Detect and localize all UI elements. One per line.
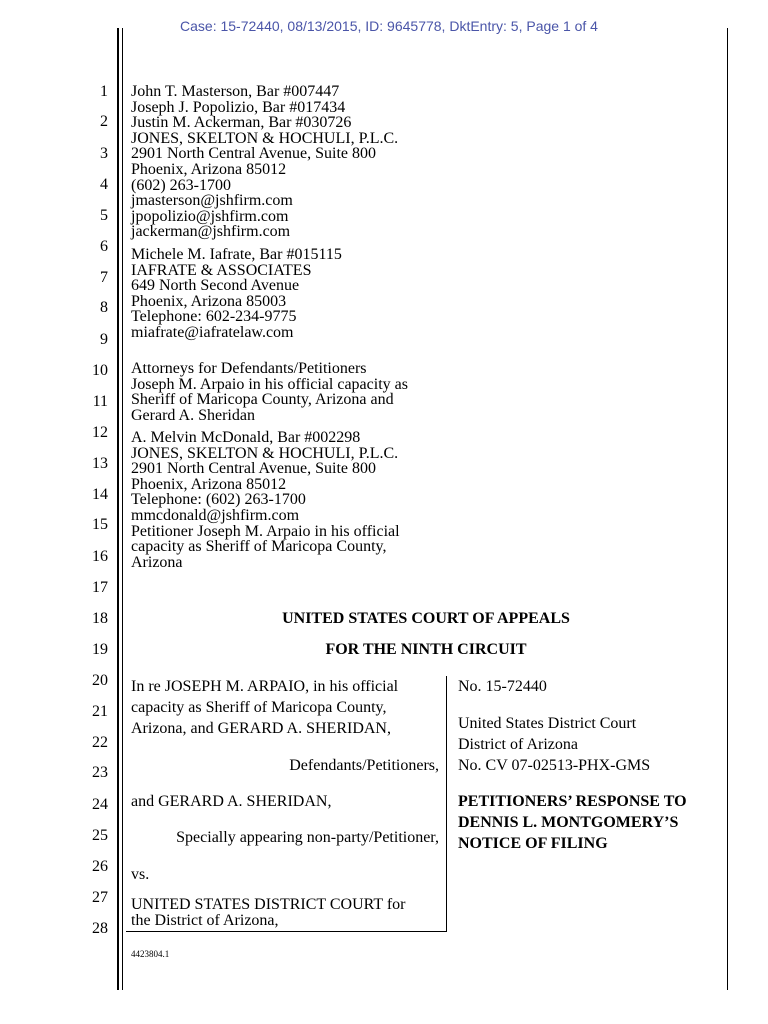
line-number: 21 [92,703,108,720]
document-title-line-3: NOTICE OF FILING [458,835,608,852]
attorneys-for-block [131,361,408,423]
block-line: IAFRATE & ASSOCIATES [131,261,312,279]
line-number: 25 [92,827,108,844]
line-number: 15 [92,516,108,533]
line-number: 14 [92,486,108,503]
line-number: 18 [92,610,108,627]
line-number: 24 [92,796,108,813]
line-number: 6 [100,238,108,255]
line-number: 23 [92,764,108,781]
line-number: 5 [100,207,108,224]
block-line: Arizona [131,553,183,571]
line-number: 3 [100,145,108,162]
block-line: miafrate@iafratelaw.com [131,323,294,341]
counsel-block-iafrate [131,247,342,341]
line-number: 4 [100,176,108,193]
line-number: 12 [92,424,108,441]
block-line: Petitioner Joseph M. Arpaio in his official [131,522,400,540]
block-line: jackerman@jshfirm.com [131,223,291,241]
caption-party-line-2: capacity as Sheriff of Maricopa County, [131,699,387,716]
court-name: UNITED STATES COURT OF APPEALS [282,610,570,627]
caption-party-line-1: In re JOSEPH M. ARPAIO, in his official [131,678,399,695]
block-line: Phoenix, Arizona 85012 [131,160,287,178]
block-line: Attorneys for Defendants/Petitioners [131,360,367,377]
block-line: capacity as Sheriff of Maricopa County, [131,538,387,556]
block-line: A. Melvin McDonald, Bar #002298 [131,429,361,446]
left-margin-rule [117,28,119,990]
caption-party-designation: Defendants/Petitioners, [289,757,439,774]
line-number: 13 [92,455,108,472]
block-line: jpopolizio@jshfirm.com [131,207,289,225]
block-line: jmasterson@jshfirm.com [131,192,293,210]
caption-respondent-line-1: UNITED STATES DISTRICT COURT for [131,896,406,913]
caption-respondent-line-2: the District of Arizona, [131,912,279,929]
district-court-name: United States District Court [458,715,637,732]
block-line: John T. Masterson, Bar #007447 [131,83,340,100]
line-number: 16 [92,548,108,565]
line-number: 9 [100,331,108,348]
district-name: District of Arizona [458,736,578,753]
line-number: 28 [92,920,108,937]
line-number: 19 [92,641,108,658]
document-id: 4423804.1 [131,949,170,959]
line-number: 20 [92,672,108,689]
block-line: Joseph M. Arpaio in his official capacity as [131,375,408,393]
caption-nonparty-designation: Specially appearing non-party/Petitioner, [176,829,439,846]
right-margin-rule [727,28,728,990]
document-title-line-2: DENNIS L. MONTGOMERY’S [458,814,679,831]
block-line: 649 North Second Avenue [131,277,300,295]
block-line: Telephone: (602) 263-1700 [131,491,306,509]
block-line: JONES, SKELTON & HOCHULI, P.L.C. [131,129,399,147]
block-line: Joseph J. Popolizio, Bar #017434 [131,98,346,116]
line-number: 27 [92,889,108,906]
block-line: Michele M. Iafrate, Bar #015115 [131,246,342,263]
line-number: 26 [92,858,108,875]
line-number: 8 [100,299,108,316]
district-case-number: No. CV 07-02513-PHX-GMS [458,757,651,774]
block-line: Phoenix, Arizona 85012 [131,475,287,493]
caption-party-line-5: and GERARD A. SHERIDAN, [131,793,332,810]
line-number: 1 [100,83,108,100]
block-line: 2901 North Central Avenue, Suite 800 [131,145,376,163]
caption-divider [446,676,447,932]
appeal-case-number: No. 15-72440 [458,678,547,695]
line-number: 2 [100,113,108,130]
line-number: 10 [92,362,108,379]
line-number: 11 [92,393,108,410]
block-line: Telephone: 602-234-9775 [131,308,297,326]
caption-bottom-rule [126,931,447,932]
counsel-block-mcdonald [131,430,400,570]
line-number: 7 [100,269,108,286]
counsel-block-masterson [131,84,398,240]
caption-party-line-3: Arizona, and GERARD A. SHERIDAN, [131,720,391,737]
block-line: Sheriff of Maricopa County, Arizona and [131,391,394,409]
left-margin-rule-inner [122,28,123,990]
block-line: Phoenix, Arizona 85003 [131,292,287,310]
docket-header: Case: 15-72440, 08/13/2015, ID: 9645778, DktEntry: 5, Page 1 of 4 [180,18,598,34]
block-line: Gerard A. Sheridan [131,406,255,424]
line-number: 17 [92,579,108,596]
line-number: 22 [92,734,108,751]
block-line: (602) 263-1700 [131,176,231,194]
document-title-line-1: PETITIONERS’ RESPONSE TO [458,793,687,810]
block-line: Justin M. Ackerman, Bar #030726 [131,114,352,132]
circuit-name: FOR THE NINTH CIRCUIT [325,641,527,658]
block-line: JONES, SKELTON & HOCHULI, P.L.C. [131,444,399,462]
caption-vs: vs. [131,866,150,883]
block-line: mmcdonald@jshfirm.com [131,506,300,524]
block-line: 2901 North Central Avenue, Suite 800 [131,460,376,478]
